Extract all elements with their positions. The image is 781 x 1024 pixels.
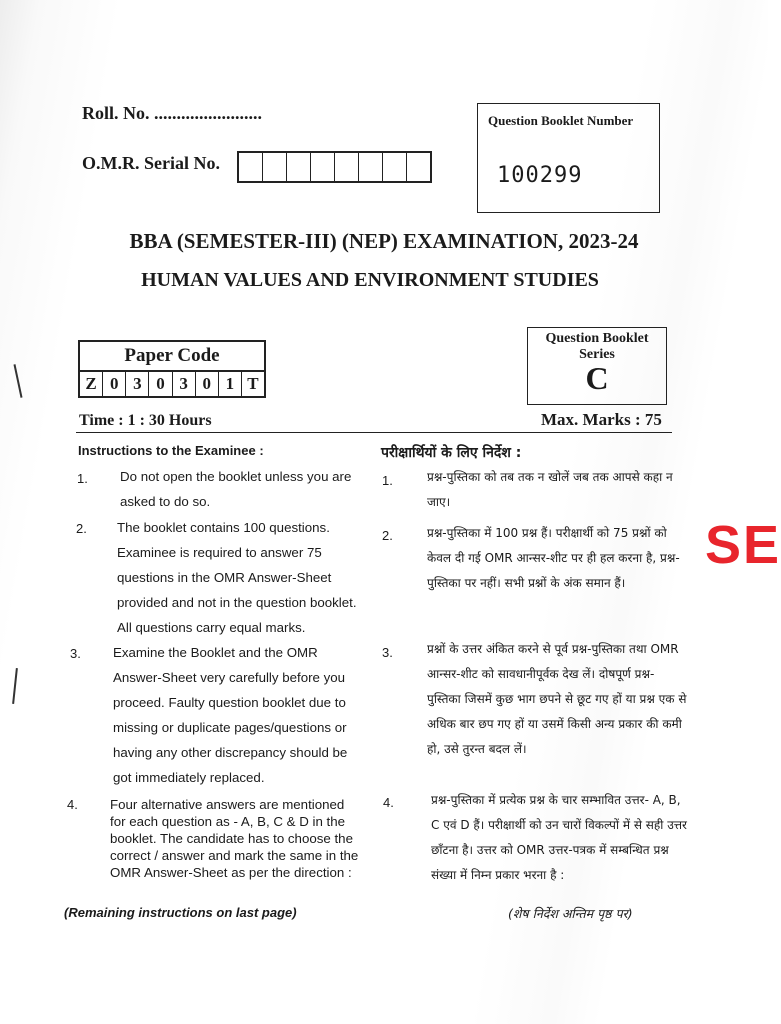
omr-box [263,153,287,181]
omr-box [287,153,311,181]
pen-mark [13,364,22,398]
instruction-number: 2. [382,528,393,543]
exam-title: BBA (SEMESTER-III) (NEP) EXAMINATION, 2023-24 [129,229,639,253]
paper-code-char: 0 [149,372,172,396]
omr-serial-boxes [237,151,432,183]
paper-code-char: 3 [126,372,149,396]
omr-serial-label: O.M.R. Serial No. [82,153,220,173]
paper-code-char: 0 [103,372,126,396]
series-label-line2: Series [579,347,615,362]
instruction-text-en: The booklet contains 100 questions. Examinee is required to answer 75 questions in the OMR Answer-Sheet provided and not in the question booklet. All questions carry equal marks. [117,520,357,635]
instruction-number: 3. [70,646,81,661]
booklet-number-label: Question Booklet Number [488,113,634,128]
omr-box [239,153,263,181]
remaining-instructions-note: (Remaining instructions on last page) [64,905,297,920]
paper-code-label: Paper Code [80,342,264,372]
paper-code-box [78,340,266,398]
instructions-heading-en: Instructions to the Examinee : [78,443,264,458]
instructions-heading-hi: परीक्षार्थियों के लिए निर्देश : [381,445,522,461]
roll-number-field: Roll. No. ........................ [82,103,262,123]
instruction-number: 4. [383,795,394,810]
instruction-text-hi: प्रश्न-पुस्तिका में 100 प्रश्न हैं। परीक्षार्थी को 75 प्रश्नों को केवल दी गई OMR आन्सर-शीट पर ही हल करना है, प्रश्न-पुस्तिका पर नहीं। सभी प्रश्नों के अंक समान हैं। [427,526,680,590]
time-duration: Time : 1 : 30 Hours [79,412,212,429]
instruction-number: 4. [67,797,78,812]
instruction-number: 1. [77,471,88,486]
instruction-text-hi: प्रश्नों के उत्तर अंकित करने से पूर्व प्रश्न-पुस्तिका तथा OMR आन्सर-शीट को सावधानीपूर्वक देख लें। दोषपूर्ण प्रश्न-पुस्तिका जिसमें कुछ भाग छपने से छूट गए हों या प्रश्न एक से अधिक बार छप गए हों या उसमें किसी अन्य प्रकार की कमी हो, उसे तुरन्त बदल लें। [427,642,687,756]
series-letter: C [585,360,609,396]
omr-box [359,153,383,181]
instruction-text-en: Examine the Booklet and the OMR Answer-Sheet very carefully before you proceed. Faulty question booklet due to missing or duplicate pages/questions or having any other discrepancy should be got immediately replaced. [113,645,348,785]
subject-title: HUMAN VALUES AND ENVIRONMENT STUDIES [141,269,599,291]
omr-box [335,153,359,181]
question-booklet-number-box [477,103,660,213]
red-series-stamp: SE [705,515,781,575]
paper-code-char: T [247,374,259,393]
instruction-text-hi: प्रश्न-पुस्तिका में प्रत्येक प्रश्न के चार सम्भावित उत्तर- A, B, C एवं D हैं। परीक्षार्थी को उन चारों विकल्पों में से सही उत्तर छाँटना है। उत्तर को OMR उत्तर-पत्रक में सम्बन्धित प्रश्न संख्या में निम्न प्रकार भरना है : [431,793,687,882]
pen-mark [12,668,18,704]
instruction-number: 2. [76,521,87,536]
instruction-number: 3. [382,645,393,660]
paper-code-char: Z [80,372,103,396]
instruction-text-hi: प्रश्न-पुस्तिका को तब तक न खोलें जब तक आपसे कहा न जाए। [427,470,673,509]
series-label-line1: Question Booklet [545,331,649,346]
paper-code-char: 3 [173,372,196,396]
instruction-text-en: Four alternative answers are mentioned for each question as - A, B, C & D in the booklet. The candidate has to choose the correct / answer and mark the same in the OMR Answer-Sheet as per the direction : [110,797,359,880]
omr-box [311,153,335,181]
omr-box [407,153,430,181]
instruction-text-en: Do not open the booklet unless you are asked to do so. [120,469,352,509]
remaining-instructions-note-hi: (शेष निर्देश अन्तिम पृष्ठ पर) [508,906,633,921]
instruction-number: 1. [382,473,393,488]
max-marks: Max. Marks : 75 [541,410,662,429]
paper-code-cells [80,372,264,396]
booklet-number-value: 100299 [497,163,583,188]
paper-code-char: 0 [196,372,219,396]
booklet-series-box [527,327,667,405]
paper-code-char: 1 [219,372,242,396]
divider-line [76,432,672,433]
omr-box [383,153,407,181]
